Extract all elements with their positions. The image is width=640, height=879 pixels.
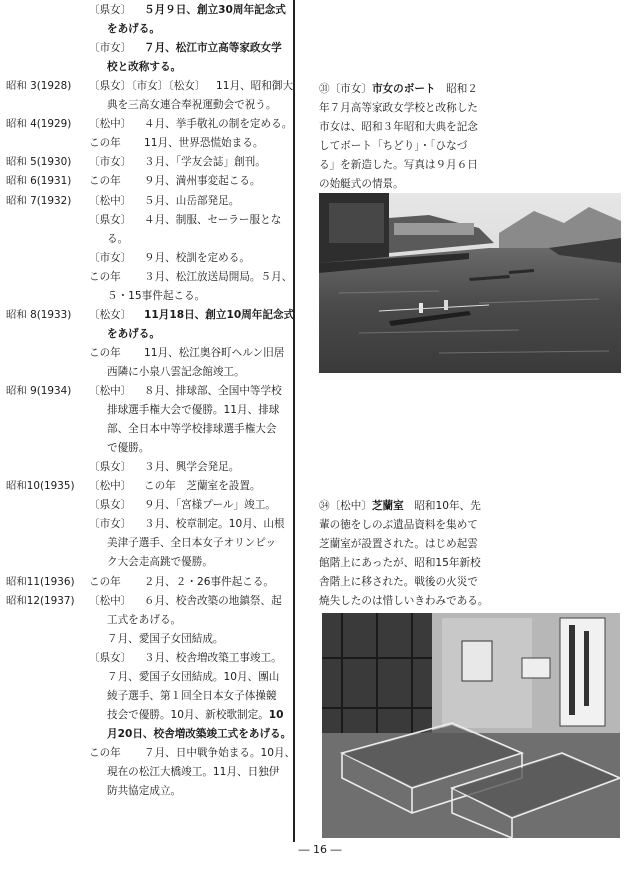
timeline-text-main: ３月、校章制定。10月、山根 <box>144 518 285 531</box>
timeline-row <box>0 20 292 39</box>
timeline-tag: この年 <box>89 137 121 150</box>
timeline-row <box>0 763 292 782</box>
timeline-row <box>0 306 295 325</box>
timeline-tag: 〔松中〕 <box>89 118 132 131</box>
timeline-text-main: る。 <box>107 232 129 245</box>
timeline-tag: 〔県女〕 <box>89 461 132 474</box>
timeline-text-main: ７月、愛国子女団結成。10月、團山 <box>107 670 280 683</box>
timeline-row <box>0 687 292 706</box>
timeline-tag: 〔県女〕 <box>89 651 132 664</box>
caption-title: 芝蘭室 <box>371 500 404 512</box>
timeline-text-main: ３月、松江放送局開局。５月、 <box>144 270 293 283</box>
timeline-text-main: 典を三高女連合奉祝運動会で祝う。 <box>107 99 277 112</box>
timeline-row <box>0 58 292 77</box>
timeline-text <box>144 306 294 325</box>
caption-title: 市女のボート <box>371 83 436 95</box>
timeline-row <box>0 96 292 115</box>
timeline-row <box>0 211 292 230</box>
timeline-row <box>0 611 292 630</box>
timeline-row <box>0 706 292 725</box>
timeline-text <box>107 439 149 458</box>
caption-line: 市女は、昭和３年昭和大典を記念 <box>319 121 478 133</box>
timeline-text-main: 工式をあげる。 <box>107 613 182 626</box>
timeline-text <box>107 611 181 630</box>
timeline-era: 昭和12(1937) <box>6 594 75 607</box>
timeline-text-main: 月20日、校舎増改築竣工式をあげる。 <box>107 727 292 740</box>
timeline-row <box>0 382 292 401</box>
timeline-text-main: 11月18日、創立10周年記念式 <box>144 308 295 321</box>
timeline-row <box>0 534 292 553</box>
timeline-text-main: ４月、挙手敬礼の制を定める。 <box>144 118 293 131</box>
timeline-text-main: ３月、興学会発足。 <box>144 461 240 474</box>
timeline-text-main: 西隣に小泉八雲記念館竣工。 <box>107 365 245 378</box>
timeline-text <box>144 458 239 477</box>
timeline-era: 昭和11(1936) <box>6 575 75 588</box>
timeline-row <box>0 420 292 439</box>
timeline-row <box>0 477 292 496</box>
timeline-row <box>0 363 292 382</box>
timeline-text <box>107 687 277 706</box>
boat-photo <box>319 193 621 373</box>
timeline-row <box>0 725 292 744</box>
timeline-text-main: 部、全日本中等学校排球選手権大会 <box>107 423 277 436</box>
timeline-text-main: 11月、世界恐慌始まる。 <box>144 137 264 150</box>
timeline-tag: 〔松女〕 <box>89 308 132 321</box>
timeline-text <box>144 172 261 191</box>
timeline-row <box>0 268 292 287</box>
timeline-tag: 〔県女〕 <box>89 213 132 226</box>
timeline-row <box>0 77 292 96</box>
timeline-text <box>144 115 292 134</box>
shiranshitsu-photo <box>322 613 620 838</box>
timeline-row <box>0 249 292 268</box>
timeline-text <box>107 96 277 115</box>
timeline-text-main: ８月、排球部、全国中等学校 <box>144 385 282 397</box>
timeline-text-main: ４月、制服、セーラー服とな <box>144 213 282 226</box>
timeline-text <box>107 725 291 744</box>
timeline-text <box>144 192 239 211</box>
timeline-era: 昭和 5(1930) <box>6 156 72 169</box>
timeline-text <box>144 496 276 515</box>
timeline-era: 昭和 9(1934) <box>6 385 72 397</box>
timeline-text-main: 排球選手権大会で優勝。11月、排球 <box>107 404 280 417</box>
timeline-tag: この年 <box>89 746 121 759</box>
timeline-text-main: ９月、校訓を定める。 <box>144 251 250 264</box>
timeline-text-main: 綾子選手、第１回全日本女子体操競 <box>107 689 277 702</box>
timeline-text <box>144 744 295 763</box>
timeline-text <box>144 573 274 592</box>
timeline-text <box>107 553 213 572</box>
timeline-text <box>144 249 250 268</box>
timeline-row <box>0 115 292 134</box>
caption-line: 年７月高等家政女学校と改称した <box>319 102 478 114</box>
timeline-row <box>0 553 292 572</box>
caption-line: 舎階上に移された。戦後の火災で <box>319 576 478 588</box>
timeline-text <box>144 649 282 668</box>
timeline-text <box>107 401 279 420</box>
timeline-text <box>107 363 245 382</box>
timeline-era: 昭和 3(1928) <box>6 80 72 93</box>
timeline-text-main: 現在の松江大橋竣工。11月、日独伊 <box>107 766 280 778</box>
caption-line: の始艇式の情景。 <box>319 178 404 190</box>
caption-shiranshitsu <box>319 497 619 611</box>
timeline-row <box>0 439 292 458</box>
timeline-text-main: ７月、愛国子女団結成。 <box>107 632 224 645</box>
timeline-text-main: ク大会走高跳で優勝。 <box>107 556 213 569</box>
timeline-tag: この年 <box>89 175 121 188</box>
timeline-row <box>0 668 292 687</box>
boat-photo-image <box>319 193 621 373</box>
timeline-text-main: 校と改称する。 <box>107 61 182 74</box>
timeline-text-main: ７月、日中戦争始まる。10月、 <box>144 746 296 759</box>
timeline-row <box>0 401 292 420</box>
timeline-text-main: 技会で優勝。10月、新校歌制定。 <box>107 708 269 721</box>
timeline-text <box>107 630 224 649</box>
timeline-text <box>107 420 277 439</box>
caption-line: 焼失したのは惜しいきわみである。 <box>319 595 489 607</box>
timeline-text-main: ６月、校舎改築の地鎮祭、起 <box>144 594 282 607</box>
timeline-era: 昭和10(1935) <box>6 480 75 493</box>
timeline-tag: この年 <box>89 270 121 283</box>
timeline-text-main: この年 芝蘭室を設置。 <box>144 480 261 493</box>
timeline-text <box>144 211 281 230</box>
timeline-text <box>144 592 282 611</box>
caption-number: ㉞ <box>319 500 330 512</box>
timeline-tag: 〔県女〕 <box>89 499 132 512</box>
timeline-era: 昭和 8(1933) <box>6 308 72 321</box>
timeline-text <box>107 706 284 725</box>
timeline-text <box>144 134 263 153</box>
caption-line: 昭和２ <box>446 83 478 95</box>
timeline-text <box>216 77 293 96</box>
timeline-tag: 〔県女〕〔市女〕〔松女〕 <box>89 80 206 93</box>
timeline-tag: 〔県女〕 <box>89 4 132 16</box>
timeline-text <box>107 534 276 553</box>
timeline-text <box>107 325 160 344</box>
caption-number: ㉛ <box>319 83 330 95</box>
timeline-tag: 〔松中〕 <box>89 194 132 207</box>
timeline-text <box>144 344 284 363</box>
timeline-text <box>107 668 279 687</box>
timeline-tag: 〔松中〕 <box>89 480 132 493</box>
timeline-text <box>144 153 266 172</box>
timeline-text <box>107 20 160 39</box>
timeline-row <box>0 192 292 211</box>
timeline-tag: 〔松中〕 <box>89 385 132 397</box>
timeline-row <box>0 515 292 534</box>
timeline-text <box>144 39 282 58</box>
timeline-row <box>0 649 292 668</box>
timeline-row <box>0 496 292 515</box>
timeline-row <box>0 230 292 249</box>
timeline-row <box>0 630 292 649</box>
column-divider <box>293 0 295 842</box>
timeline-text-main: ５月９日、創立30周年記念式 <box>144 4 286 16</box>
timeline-text <box>107 58 181 77</box>
timeline-text <box>107 230 128 249</box>
timeline-era: 昭和 6(1931) <box>6 175 72 188</box>
timeline-tag: 〔市女〕 <box>89 251 132 264</box>
shiranshitsu-photo-image <box>322 613 620 838</box>
timeline-tag: 〔市女〕 <box>89 42 132 55</box>
timeline-tag: 〔松中〕 <box>89 594 132 607</box>
timeline-row <box>0 458 292 477</box>
timeline-row <box>0 325 292 344</box>
timeline-text-main: で優勝。 <box>107 442 150 455</box>
timeline-text <box>144 515 285 534</box>
caption-boat <box>319 80 619 194</box>
timeline-text <box>107 782 181 801</box>
timeline-text-main: 美津子選手、全日本女子オリンピッ <box>107 537 277 550</box>
timeline-row <box>0 1 292 20</box>
timeline-row <box>0 172 292 191</box>
timeline-era: 昭和 7(1932) <box>6 194 72 207</box>
timeline-tag: 〔市女〕 <box>89 156 132 169</box>
timeline-text-main: をあげる。 <box>107 327 160 340</box>
caption-line: してボート「ちどり」・「ひなづ <box>319 140 468 152</box>
timeline-text-main: ５月、山岳部発足。 <box>144 194 240 207</box>
timeline-text-main: 11月、昭和御大 <box>216 80 294 93</box>
timeline-text-main: ２月、２・26事件起こる。 <box>144 575 275 588</box>
timeline-row <box>0 344 292 363</box>
caption-line: 輩の徳をしのぶ遺品資料を集めて <box>319 519 478 531</box>
caption-tag: 〔市女〕 <box>329 83 372 95</box>
timeline-row <box>0 744 296 763</box>
timeline-text-main: をあげる。 <box>107 23 160 36</box>
timeline-row <box>0 782 292 801</box>
caption-tag: 〔松中〕 <box>329 500 372 512</box>
timeline-text <box>107 763 279 782</box>
timeline-text-main: ５・15事件起こる。 <box>107 289 206 302</box>
timeline-row <box>0 573 292 592</box>
timeline-text-main: ３月、「学友会誌」創刊。 <box>144 156 266 169</box>
caption-line: る」を新造した。写真は９月６日 <box>319 159 478 171</box>
timeline-tag: この年 <box>89 575 121 588</box>
timeline-row <box>0 287 292 306</box>
timeline-text-main: ３月、校舎増改築工事竣工。 <box>144 651 282 664</box>
timeline-text-main: 防共協定成立。 <box>107 785 182 798</box>
caption-line: 芝蘭室が設置された。はじめ起雲 <box>319 538 478 550</box>
timeline-text-main: ９月、満州事変起こる。 <box>144 175 261 188</box>
timeline-text-main: ９月、「宮様プール」竣工。 <box>144 499 276 512</box>
timeline-text-main: 11月、松江奥谷町ヘルン旧居 <box>144 346 285 359</box>
timeline-row <box>0 39 292 58</box>
caption-line: 館階上にあったが、昭和15年新校 <box>319 557 481 569</box>
caption-line: 昭和10年、先 <box>414 500 481 512</box>
timeline-text <box>144 382 282 401</box>
timeline-row <box>0 153 292 172</box>
timeline-text-tail: 10 <box>268 708 284 721</box>
timeline-row <box>0 592 292 611</box>
timeline-text <box>144 477 261 496</box>
page-number: ― 16 ― <box>298 843 342 856</box>
timeline-text-main: ７月、松江市立高等家政女学 <box>144 42 282 55</box>
timeline-text <box>144 268 292 287</box>
timeline-era: 昭和 4(1929) <box>6 118 72 131</box>
timeline-tag: この年 <box>89 346 121 359</box>
timeline-text <box>144 1 286 20</box>
timeline-tag: 〔市女〕 <box>89 518 132 531</box>
timeline-text <box>107 287 205 306</box>
timeline-row <box>0 134 292 153</box>
